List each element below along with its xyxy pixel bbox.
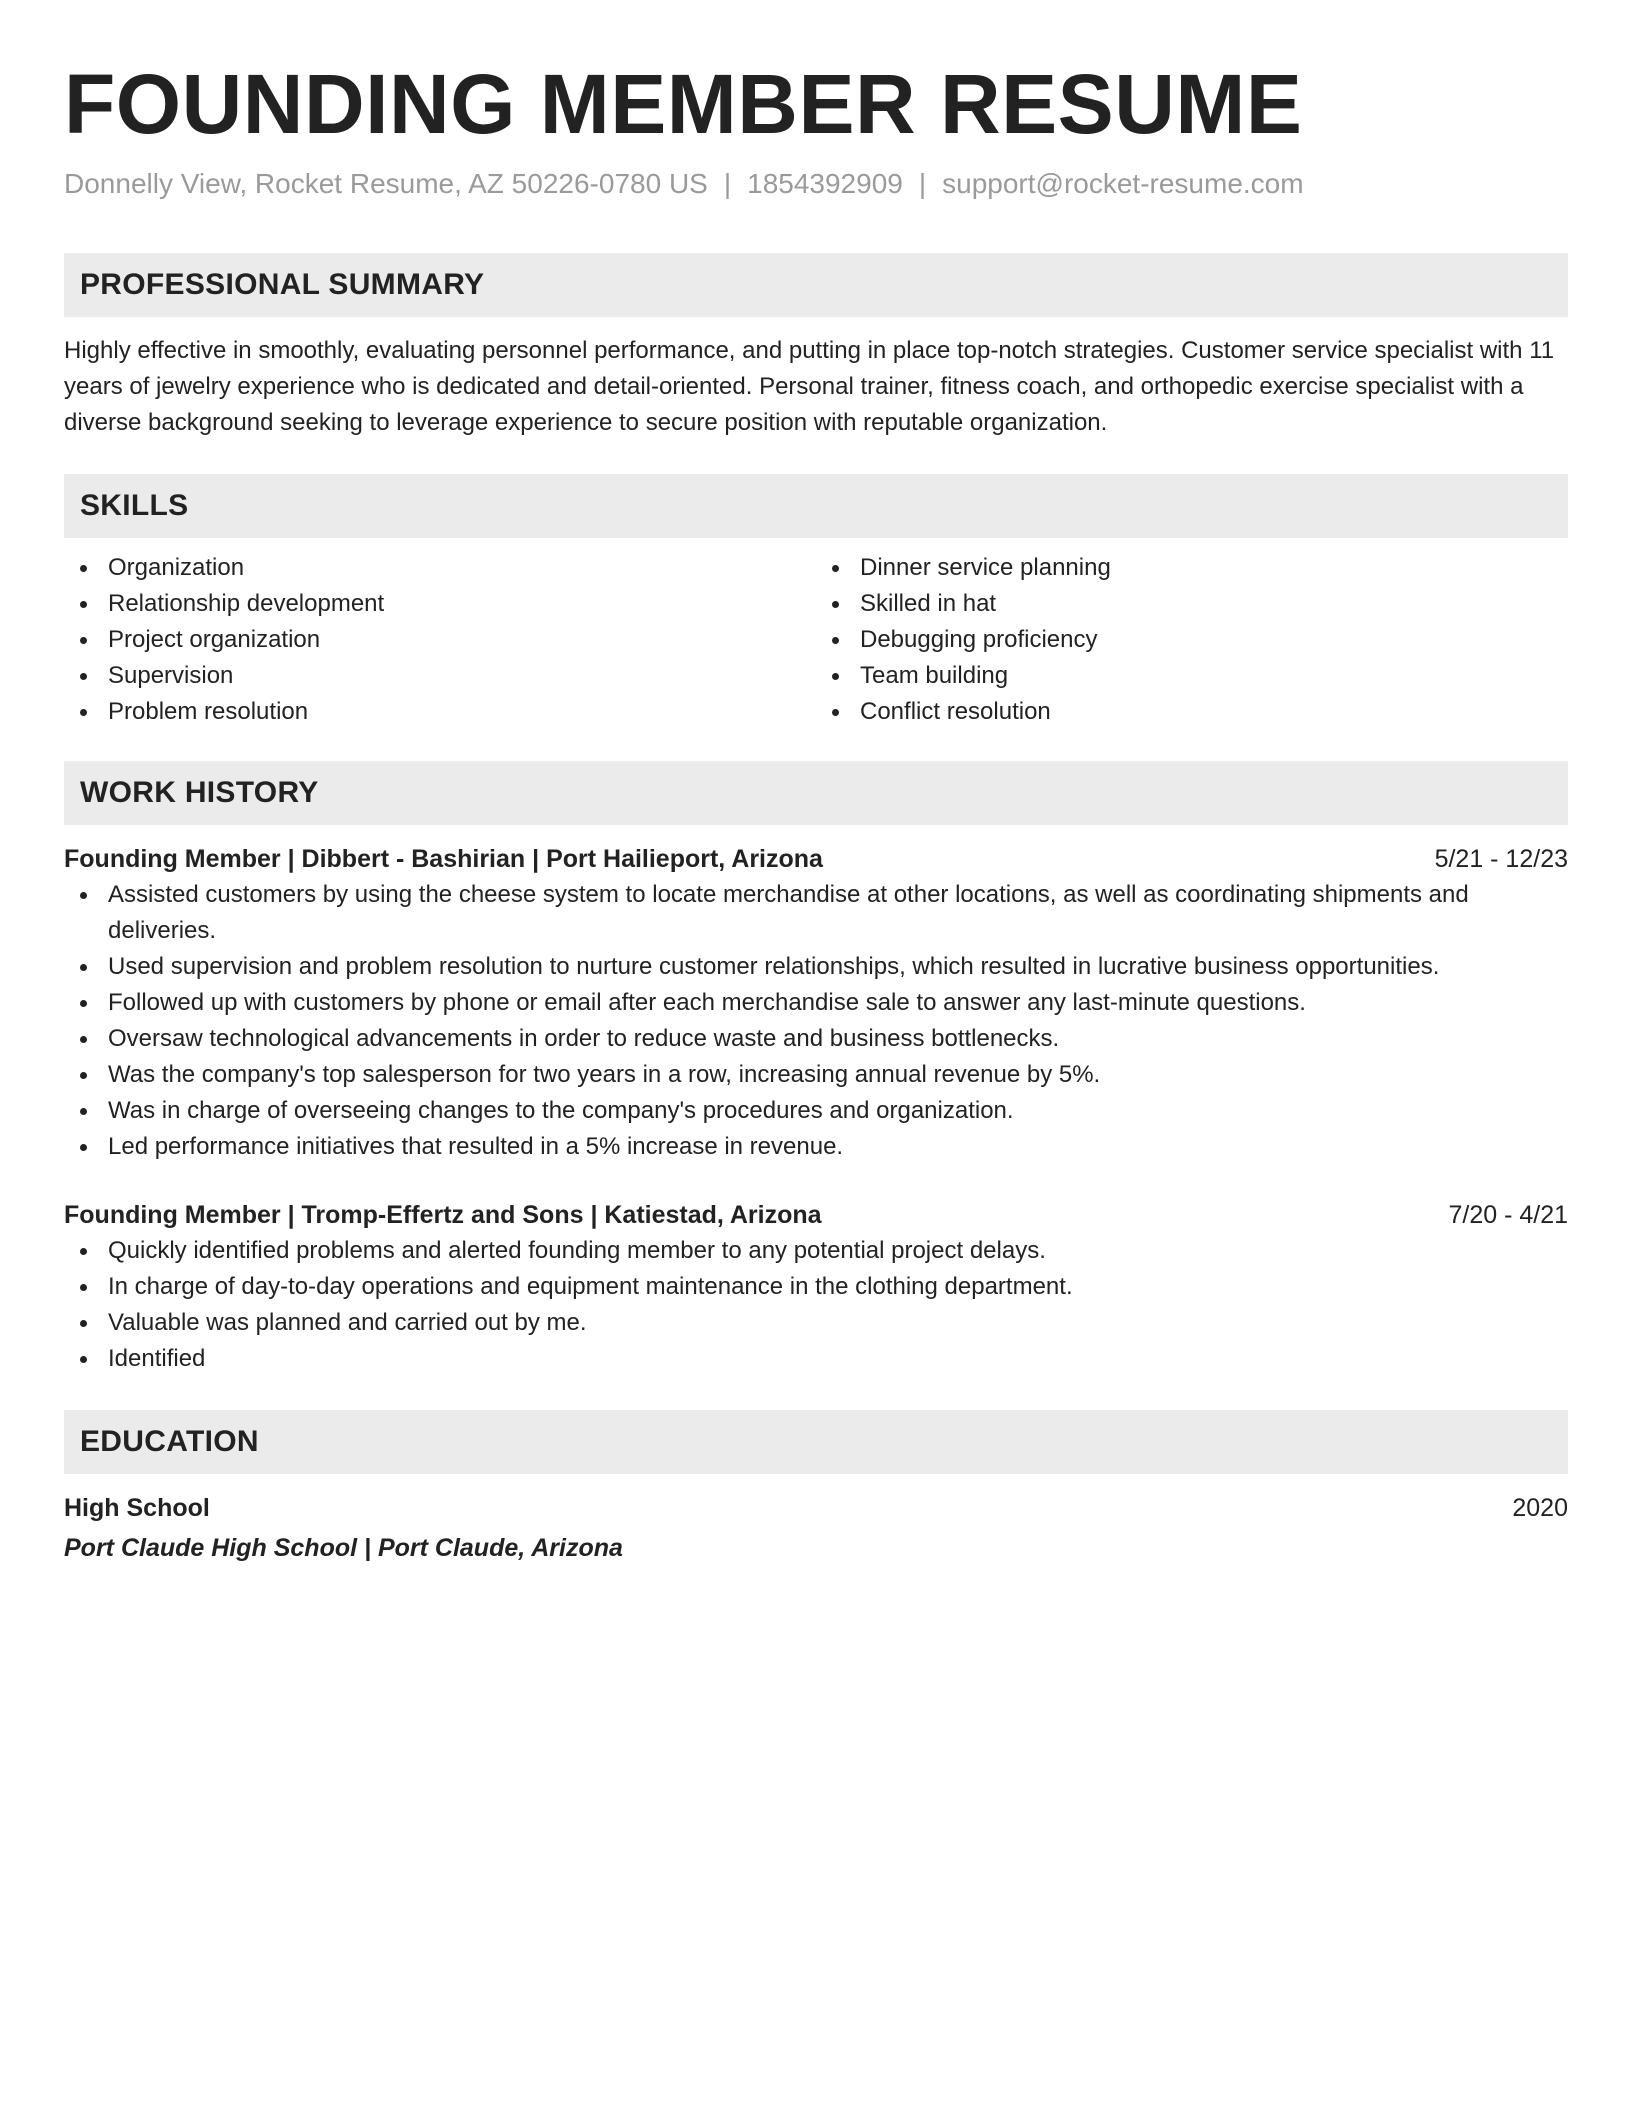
education-school: Port Claude High School | Port Claude, Arizona [64, 1534, 623, 1562]
section-header-education: EDUCATION [64, 1410, 1568, 1474]
contact-address: Donnelly View, Rocket Resume, AZ 50226-0780 US [64, 168, 708, 199]
job-bullet: In charge of day-to-day operations and equipment maintenance in the clothing department. [64, 1269, 1568, 1305]
education-year: 2020 [1512, 1494, 1568, 1522]
job-title: Founding Member | Tromp-Effertz and Sons | Katiestad, Arizona [64, 1201, 822, 1229]
job-bullet: Oversaw technological advancements in order to reduce waste and business bottlenecks. [64, 1021, 1568, 1057]
job-bullet: Was in charge of overseeing changes to the company's procedures and organization. [64, 1093, 1568, 1129]
skill-item: Project organization [64, 622, 816, 658]
job-dates: 5/21 - 12/23 [1434, 845, 1568, 873]
skill-item: Skilled in hat [816, 586, 1568, 622]
job-title: Founding Member | Dibbert - Bashirian | Port Hailieport, Arizona [64, 845, 823, 873]
job-bullet: Quickly identified problems and alerted founding member to any potential project delays. [64, 1233, 1568, 1269]
skill-item: Team building [816, 658, 1568, 694]
job-bullet: Was the company's top salesperson for two years in a row, increasing annual revenue by 5%. [64, 1057, 1568, 1093]
resume-title: FOUNDING MEMBER RESUME [64, 57, 1303, 151]
job-bullet: Identified [64, 1341, 1568, 1377]
skill-item: Supervision [64, 658, 816, 694]
skill-item: Organization [64, 550, 816, 586]
contact-phone: 1854392909 [747, 168, 903, 199]
skill-item: Debugging proficiency [816, 622, 1568, 658]
section-header-work-history: WORK HISTORY [64, 761, 1568, 825]
job-bullet-list [64, 877, 1568, 1165]
summary-text: Highly effective in smoothly, evaluating personnel performance, and putting in place top-notch strategies. Customer service specialist with 11 years of jewelry experience who is dedicated and detail-oriented. Personal trainer, fitness coach, and orthopedic exercise specialist with a diverse background seeking to leverage experience to secure position with reputable organization. [64, 337, 1555, 436]
section-header-skills: SKILLS [64, 474, 1568, 538]
education-degree: High School [64, 1494, 210, 1522]
job-dates: 7/20 - 4/21 [1448, 1201, 1568, 1229]
job-header [64, 1197, 1568, 1233]
education-header [64, 1490, 1568, 1526]
skill-item: Conflict resolution [816, 694, 1568, 730]
contact-email: support@rocket-resume.com [942, 168, 1304, 199]
job-bullet: Valuable was planned and carried out by me. [64, 1305, 1568, 1341]
skills-column-right [816, 550, 1568, 730]
job-bullet: Led performance initiatives that resulted in a 5% increase in revenue. [64, 1129, 1568, 1165]
job-bullet: Used supervision and problem resolution to nurture customer relationships, which resulted in lucrative business opportunities. [64, 949, 1568, 985]
skill-item: Relationship development [64, 586, 816, 622]
skills-list-left [64, 550, 816, 730]
job-header [64, 841, 1568, 877]
contact-separator: | [918, 168, 927, 199]
skills-grid [64, 550, 1568, 730]
section-header-summary: PROFESSIONAL SUMMARY [64, 253, 1568, 317]
contact-separator: | [723, 168, 732, 199]
skill-item: Problem resolution [64, 694, 816, 730]
contact-line [64, 166, 1568, 202]
skills-list-right [816, 550, 1568, 730]
job-bullet-list [64, 1233, 1568, 1377]
skill-item: Dinner service planning [816, 550, 1568, 586]
job-bullet: Followed up with customers by phone or email after each merchandise sale to answer any last-minute questions. [64, 985, 1568, 1021]
skills-column-left [64, 550, 816, 730]
job-bullet: Assisted customers by using the cheese system to locate merchandise at other locations, as well as coordinating shipments and deliveries. [64, 877, 1568, 949]
